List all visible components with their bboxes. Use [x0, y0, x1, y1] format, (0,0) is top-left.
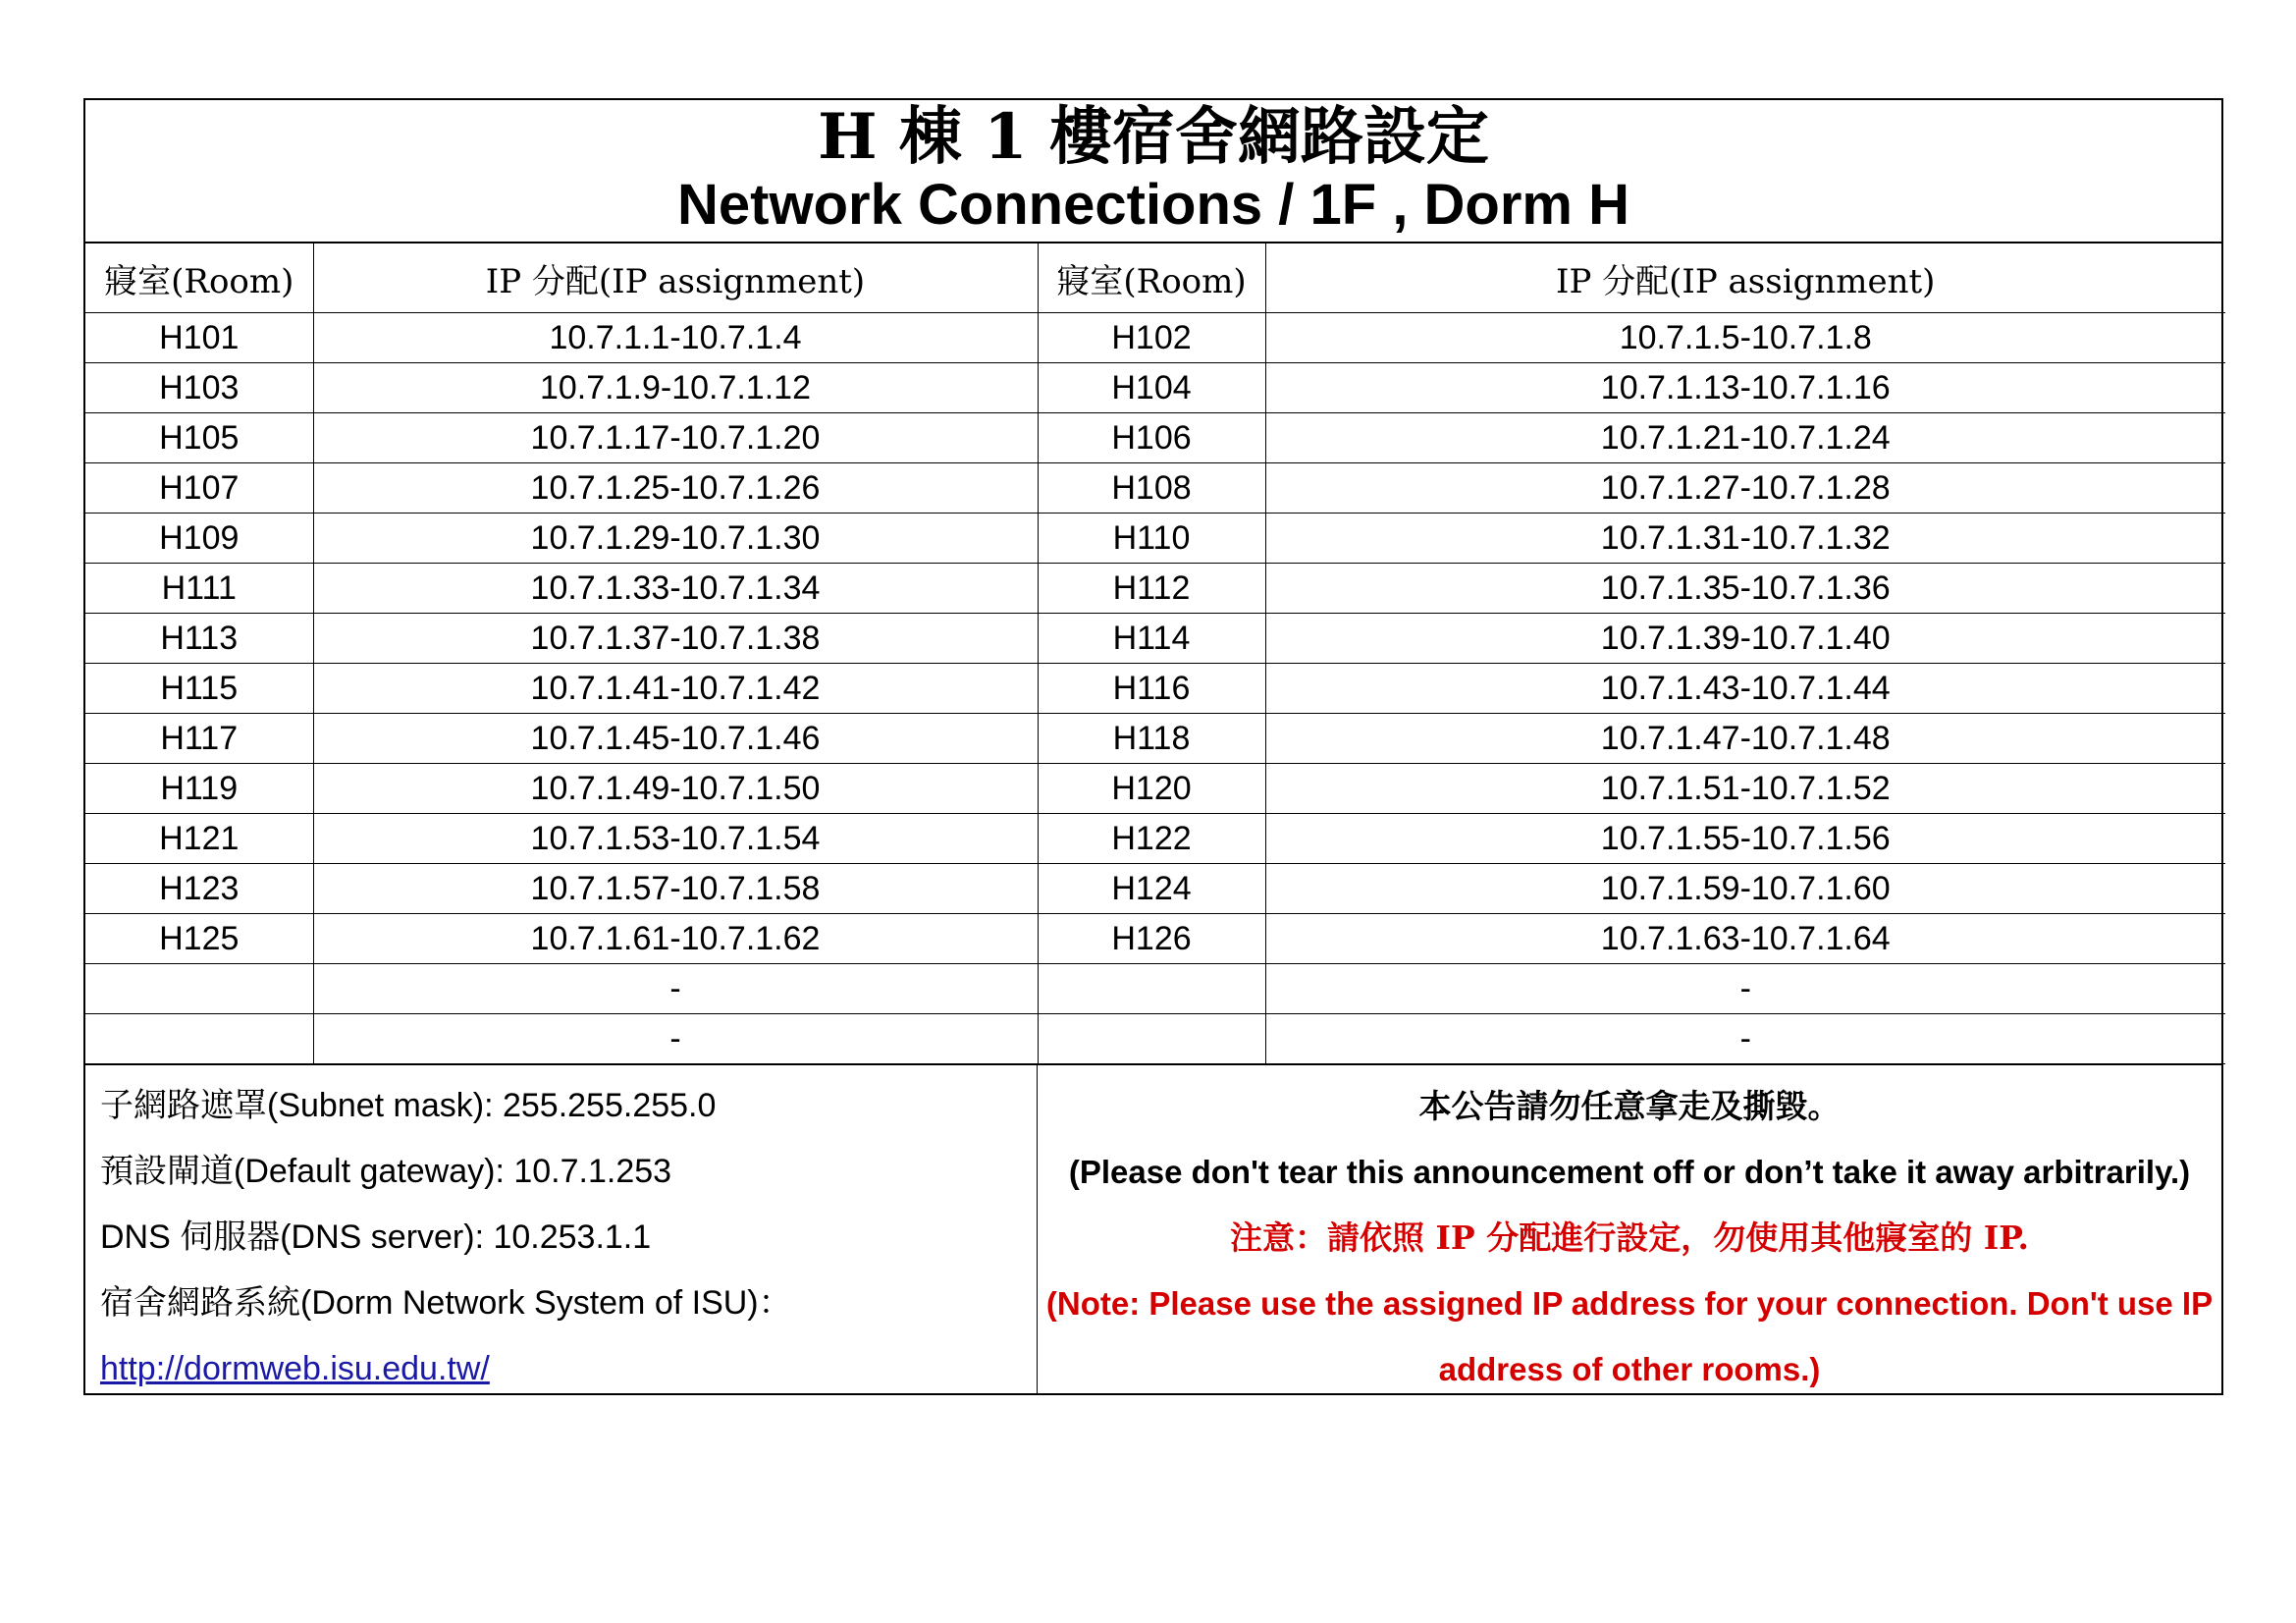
header-room-right: 寢室(Room): [1038, 243, 1265, 313]
dorm-network-system-label: 宿舍網路系統(Dorm Network System of ISU)：: [100, 1284, 792, 1322]
table-row: [85, 614, 2225, 664]
default-gateway-text: 預設閘道(Default gateway): 10.7.1.253: [100, 1153, 672, 1190]
room-right-cell: H116: [1038, 664, 1265, 714]
ip-right-cell: 10.7.1.27-10.7.1.28: [1265, 463, 2225, 514]
table-header-row: [85, 243, 2225, 313]
room-right-cell: H106: [1038, 413, 1265, 463]
ip-right-cell: 10.7.1.21-10.7.1.24: [1265, 413, 2225, 463]
title-block: [85, 100, 2221, 243]
dns-server-text: DNS 伺服器(DNS server): 10.253.1.1: [100, 1218, 652, 1256]
room-left-cell: H115: [85, 664, 313, 714]
room-left-cell: H119: [85, 764, 313, 814]
ip-right-cell: 10.7.1.43-10.7.1.44: [1265, 664, 2225, 714]
table-row: [85, 814, 2225, 864]
room-right-cell: H108: [1038, 463, 1265, 514]
room-left-cell: H101: [85, 313, 313, 363]
title-chinese: H 棟 1 樓宿舍網路設定: [818, 100, 1489, 174]
header-room-left: 寢室(Room): [85, 243, 313, 313]
ip-left-cell: 10.7.1.41-10.7.1.42: [313, 664, 1038, 714]
title-english: Network Connections / 1F , Dorm H: [677, 173, 1629, 237]
header-ip-left: IP 分配(IP assignment): [313, 243, 1038, 313]
room-left-cell: H103: [85, 363, 313, 413]
room-left-cell: H107: [85, 463, 313, 514]
ip-left-cell: 10.7.1.57-10.7.1.58: [313, 864, 1038, 914]
room-left-cell: H105: [85, 413, 313, 463]
room-right-cell: H122: [1038, 814, 1265, 864]
ip-right-cell: 10.7.1.47-10.7.1.48: [1265, 714, 2225, 764]
warning-english-line-2: address of other rooms.): [1438, 1351, 1821, 1387]
notice-chinese: 本公告請勿任意拿走及撕毀。: [1418, 1087, 1841, 1125]
ip-right-cell: -: [1265, 1014, 2225, 1064]
table-row: [85, 664, 2225, 714]
ip-right-cell: 10.7.1.55-10.7.1.56: [1265, 814, 2225, 864]
room-right-cell: H118: [1038, 714, 1265, 764]
room-right-cell: H126: [1038, 914, 1265, 964]
room-right-cell: H110: [1038, 514, 1265, 564]
footer-block: [85, 1064, 2221, 1393]
warning-english-line-1: (Note: Please use the assigned IP address for your connection. Don't use IP: [1045, 1285, 2214, 1322]
room-left-cell: H113: [85, 614, 313, 664]
ip-left-cell: 10.7.1.45-10.7.1.46: [313, 714, 1038, 764]
table-row: [85, 864, 2225, 914]
dorm-network-system-link[interactable]: http://dormweb.isu.edu.tw/: [100, 1350, 490, 1387]
room-left-cell: [85, 964, 313, 1014]
room-right-cell: H114: [1038, 614, 1265, 664]
table-body: [85, 313, 2225, 1064]
table-row: [85, 1014, 2225, 1064]
table-row: [85, 964, 2225, 1014]
room-left-cell: H117: [85, 714, 313, 764]
ip-left-cell: 10.7.1.49-10.7.1.50: [313, 764, 1038, 814]
header-ip-right: IP 分配(IP assignment): [1265, 243, 2225, 313]
ip-right-cell: 10.7.1.51-10.7.1.52: [1265, 764, 2225, 814]
ip-right-cell: 10.7.1.31-10.7.1.32: [1265, 514, 2225, 564]
subnet-mask-text: 子網路遮罩(Subnet mask): 255.255.255.0: [100, 1087, 717, 1124]
ip-right-cell: 10.7.1.39-10.7.1.40: [1265, 614, 2225, 664]
room-right-cell: H112: [1038, 564, 1265, 614]
ip-left-cell: 10.7.1.37-10.7.1.38: [313, 614, 1038, 664]
ip-right-cell: 10.7.1.59-10.7.1.60: [1265, 864, 2225, 914]
ip-left-cell: -: [313, 1014, 1038, 1064]
warning-chinese: 注意：請依照 IP 分配進行設定，勿使用其他寢室的 IP.: [1230, 1218, 2029, 1257]
ip-left-cell: -: [313, 964, 1038, 1014]
ip-left-cell: 10.7.1.9-10.7.1.12: [313, 363, 1038, 413]
ip-right-cell: 10.7.1.5-10.7.1.8: [1265, 313, 2225, 363]
ip-left-cell: 10.7.1.29-10.7.1.30: [313, 514, 1038, 564]
room-right-cell: H124: [1038, 864, 1265, 914]
ip-right-cell: 10.7.1.35-10.7.1.36: [1265, 564, 2225, 614]
room-left-cell: [85, 1014, 313, 1064]
ip-left-cell: 10.7.1.33-10.7.1.34: [313, 564, 1038, 614]
room-right-cell: H120: [1038, 764, 1265, 814]
ip-left-cell: 10.7.1.17-10.7.1.20: [313, 413, 1038, 463]
room-left-cell: H111: [85, 564, 313, 614]
ip-left-cell: 10.7.1.61-10.7.1.62: [313, 914, 1038, 964]
ip-left-cell: 10.7.1.53-10.7.1.54: [313, 814, 1038, 864]
table-row: [85, 363, 2225, 413]
room-left-cell: H109: [85, 514, 313, 564]
notice-panel: [1038, 1065, 2221, 1393]
room-right-cell: H102: [1038, 313, 1265, 363]
ip-right-cell: -: [1265, 964, 2225, 1014]
table-row: [85, 564, 2225, 614]
room-left-cell: H123: [85, 864, 313, 914]
table-row: [85, 764, 2225, 814]
room-left-cell: H125: [85, 914, 313, 964]
ip-left-cell: 10.7.1.25-10.7.1.26: [313, 463, 1038, 514]
ip-right-cell: 10.7.1.13-10.7.1.16: [1265, 363, 2225, 413]
room-right-cell: [1038, 964, 1265, 1014]
ip-right-cell: 10.7.1.63-10.7.1.64: [1265, 914, 2225, 964]
table-row: [85, 514, 2225, 564]
room-left-cell: H121: [85, 814, 313, 864]
network-settings-panel: [85, 1065, 1038, 1393]
table-row: [85, 714, 2225, 764]
ip-assignment-table: [85, 243, 2225, 1064]
notice-english: (Please don't tear this announcement off or don’t take it away arbitrarily.): [1068, 1154, 2191, 1190]
dorm-network-system-row: [100, 1336, 1037, 1402]
table-row: [85, 313, 2225, 363]
table-row: [85, 463, 2225, 514]
network-announcement-sheet: [83, 98, 2223, 1395]
room-right-cell: H104: [1038, 363, 1265, 413]
table-row: [85, 914, 2225, 964]
table-row: [85, 413, 2225, 463]
room-right-cell: [1038, 1014, 1265, 1064]
ip-left-cell: 10.7.1.1-10.7.1.4: [313, 313, 1038, 363]
